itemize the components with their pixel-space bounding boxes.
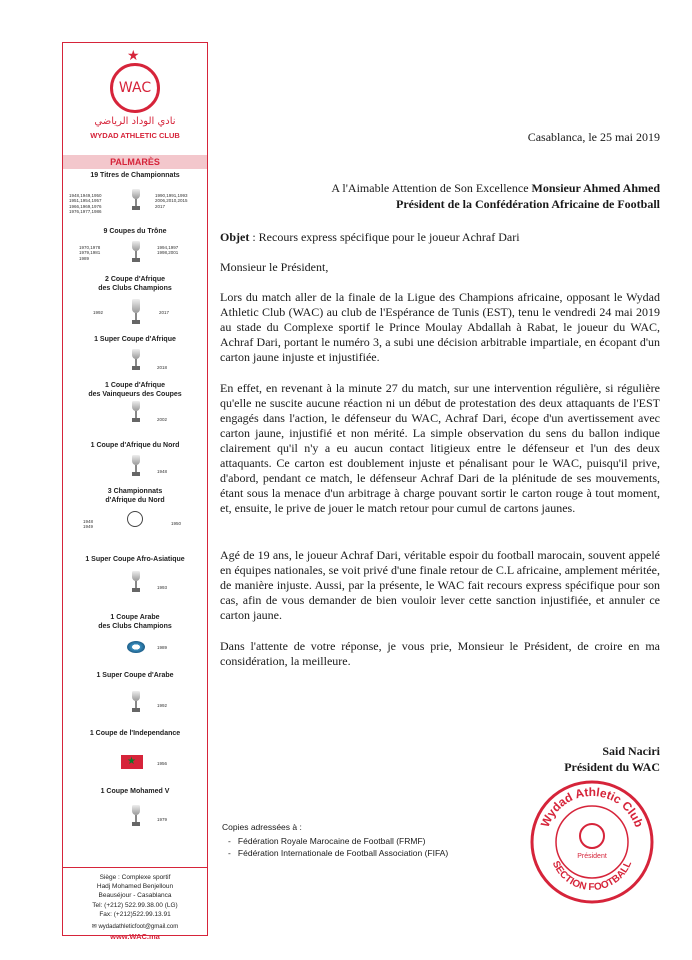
copies-item-text: Fédération Internationale de Football Association (FIFA) <box>237 848 449 858</box>
letter-salutation: Monsieur le Président, <box>220 260 329 274</box>
palmares-years-right: 1989 <box>157 645 168 650</box>
trophy-icon <box>131 571 141 593</box>
stamp-top-text: Wydad Athletic Club <box>537 784 647 830</box>
palmares-section-title: 2 Coupe d'Afrique des Clubs Champions <box>98 276 172 292</box>
svg-text:Wydad Athletic Club <box>538 785 646 829</box>
stamp-bottom-text: SECTION FOOTBALL <box>549 859 635 894</box>
palmares-years-right: 2018 <box>157 365 168 370</box>
club-phone: Tel: (+212) 522.99.38.00 (LG) <box>92 902 178 909</box>
sidebar-letterhead <box>62 42 208 941</box>
club-email-row <box>63 923 207 932</box>
palmares-section-title: 1 Coupe Mohamed V <box>100 788 170 795</box>
letter-paragraph: Dans l'attente de votre réponse, je vous prie, Monsieur le Président, de croire en ma considération, la meilleure. <box>220 639 660 668</box>
copies-item-text: Fédération Royale Marocaine de Football (FRMF) <box>237 836 426 846</box>
subject-text: : Recours express spécifique pour le joueur Achraf Dari <box>249 230 520 244</box>
addressee-name: Monsieur Ahmed Ahmed <box>531 181 660 195</box>
palmares-years-right: 1994,1997 1998,2001 <box>157 245 179 256</box>
palmares-section-title: 1 Coupe de l'Independance <box>89 730 181 737</box>
sidebar-divider <box>63 867 207 868</box>
palmares-years-right: 2017 <box>159 310 170 315</box>
letter-paragraph: Lors du match aller de la finale de la Ligue des Champions africaine, opposant le Wydad Athletic Club (WAC) au club de l'Espérance de Tunis (EST), tenu le vendredi 24 mai 2019 au stade du Complexe sportif le Prince Moulay Abdallah à Rabat, le joueur du WAC, Achraf Dari, portant le numéro 3, a subi une décision arbitrable impartiale, en écopant d'un carton jaune injuste et injustifiée. <box>220 290 660 364</box>
palmares-years-left: 1992 <box>93 310 104 315</box>
signer-title: Président du WAC <box>564 760 660 774</box>
star-icon: ★ <box>127 47 140 63</box>
trophy-icon <box>131 401 141 423</box>
palmares-years-right: 1979 <box>157 817 168 822</box>
attention-prefix: A l'Aimable Attention de Son Excellence <box>331 181 532 195</box>
logo-club-name: WYDAD ATHLETIC CLUB <box>90 131 180 140</box>
palmares-section-title: 9 Coupes du Trône <box>103 228 167 235</box>
trophy-icon <box>131 805 141 827</box>
club-fax: Fax: (+212)522.99.13.91 <box>99 911 171 918</box>
palmares-section-title: 1 Super Coupe d'Arabe <box>96 672 174 679</box>
palmares-section-title: 1 Coupe Arabe des Clubs Champions <box>98 614 172 630</box>
palmares-years-right: 1993 <box>157 585 168 590</box>
palmares-years-right: 2002 <box>157 417 168 422</box>
palmares-years-right: 1956 <box>157 761 168 766</box>
palmares-years-left: 1948 1949 <box>83 519 94 530</box>
trophy-icon <box>131 189 141 211</box>
palmares-years-right: 1990,1991,1993 2006,2010,2015 2017 <box>155 193 188 209</box>
svg-text:SECTION FOOTBALL <box>550 859 634 893</box>
palmares-section-title: 1 Super Coupe d'Afrique <box>94 336 176 343</box>
copies-item: - Fédération Internationale de Football Association (FIFA) <box>228 848 449 858</box>
email-icon: ✉ <box>91 924 97 930</box>
letter-paragraph: Agé de 19 ans, le joueur Achraf Dari, véritable espoir du football marocain, souvent appelé en équipes nationales, se voit privé d'une finale retour de C.L africaine, amplement méritée, de manière injuste. Aussi, par la présente, le WAC fait recours express spécifique pour son cas, afin de vous demander de bien vouloir lever cette sanction injustifiée, et annuler ce carton jaune. <box>220 548 660 622</box>
footballer-icon <box>127 511 143 527</box>
palmares-section-title: 3 Championnats d'Afrique du Nord <box>105 488 165 504</box>
trophy-icon <box>127 641 145 653</box>
letter-subject <box>220 230 660 245</box>
trophy-icon <box>131 455 141 477</box>
addressee-title: Président de la Confédération Africaine de Football <box>396 197 660 211</box>
letter-addressee-line <box>220 181 660 196</box>
palmares-years-left: 1970,1978 1979,1981 1989 <box>79 245 101 261</box>
letter-place-date: Casablanca, le 25 mai 2019 <box>527 130 660 144</box>
trophy-icon <box>131 241 141 263</box>
club-email: wydadathleticfoot@gmail.com <box>98 924 179 930</box>
palmares-years-right: 1948 <box>157 469 168 474</box>
club-website: www.WAC.ma <box>110 932 160 941</box>
palmares-heading: PALMARÈS <box>63 155 207 169</box>
signer-name: Said Naciri <box>602 744 660 758</box>
palmares-years-right: 1950 <box>171 521 182 526</box>
morocco-flag-icon: ★ <box>121 755 143 769</box>
club-logo <box>63 43 207 153</box>
palmares-years-right: 1992 <box>157 703 168 708</box>
logo-emblem: WAC <box>110 63 160 113</box>
copies-item: - Fédération Royale Marocaine de Football (FRMF) <box>228 836 426 846</box>
club-stamp <box>528 778 656 906</box>
palmares-years-left: 1948,1949,1950 1951,1954,1957 1966,1969,1976 1976,1977,1986 <box>69 193 102 215</box>
palmares-section-title: 19 Titres de Championnats <box>90 172 180 179</box>
stamp-middle-text: Président <box>577 853 607 860</box>
copies-label: Copies adressées à : <box>222 822 302 832</box>
trophy-icon <box>131 691 141 713</box>
palmares-section-title: 1 Super Coupe Afro-Asiatique <box>85 556 185 563</box>
club-address: Siège : Complexe sportif Hadj Mohamed Benjelloun Beauséjour - Casablanca <box>96 874 174 899</box>
logo-arabic-name: نادي الوداد الرياضي <box>94 116 176 127</box>
palmares-section-title: 1 Coupe d'Afrique du Nord <box>90 442 180 449</box>
letter-paragraph: En effet, en revenant à la minute 27 du match, sur une intervention régulière, si régulière qu'elle ne suscite aucune réaction ni un début de protestation des deux attaquants de l'EST engagés dans l'action, le défenseur du WAC, Achraf Dari, écope d'un avertissement avec carton jaune, injustifié et non mérité. La simple observation du sens du ballon indique clairement qu'il n'y a eu aucun contact litigieux entre le défenseur et l'un des deux attaquants. Ce carton est doublement injuste et pénalisant pour le WAC, puisqu'il prive, d'abord, pendant ce match, le défenseur Achraf Dari de la plénitude de ses mouvements, étant sous la menace d'un arbitrage à charge pouvant sortir le carton rouge à tout moment, et, ensuite, le prive de jouer le match retour pour cumul de cartons jaunes. <box>220 381 660 515</box>
trophy-icon <box>131 349 141 371</box>
palmares-section-title: 1 Coupe d'Afrique des Vainqueurs des Coupes <box>88 382 182 398</box>
trophy-icon <box>131 299 141 329</box>
subject-label: Objet <box>220 230 250 244</box>
